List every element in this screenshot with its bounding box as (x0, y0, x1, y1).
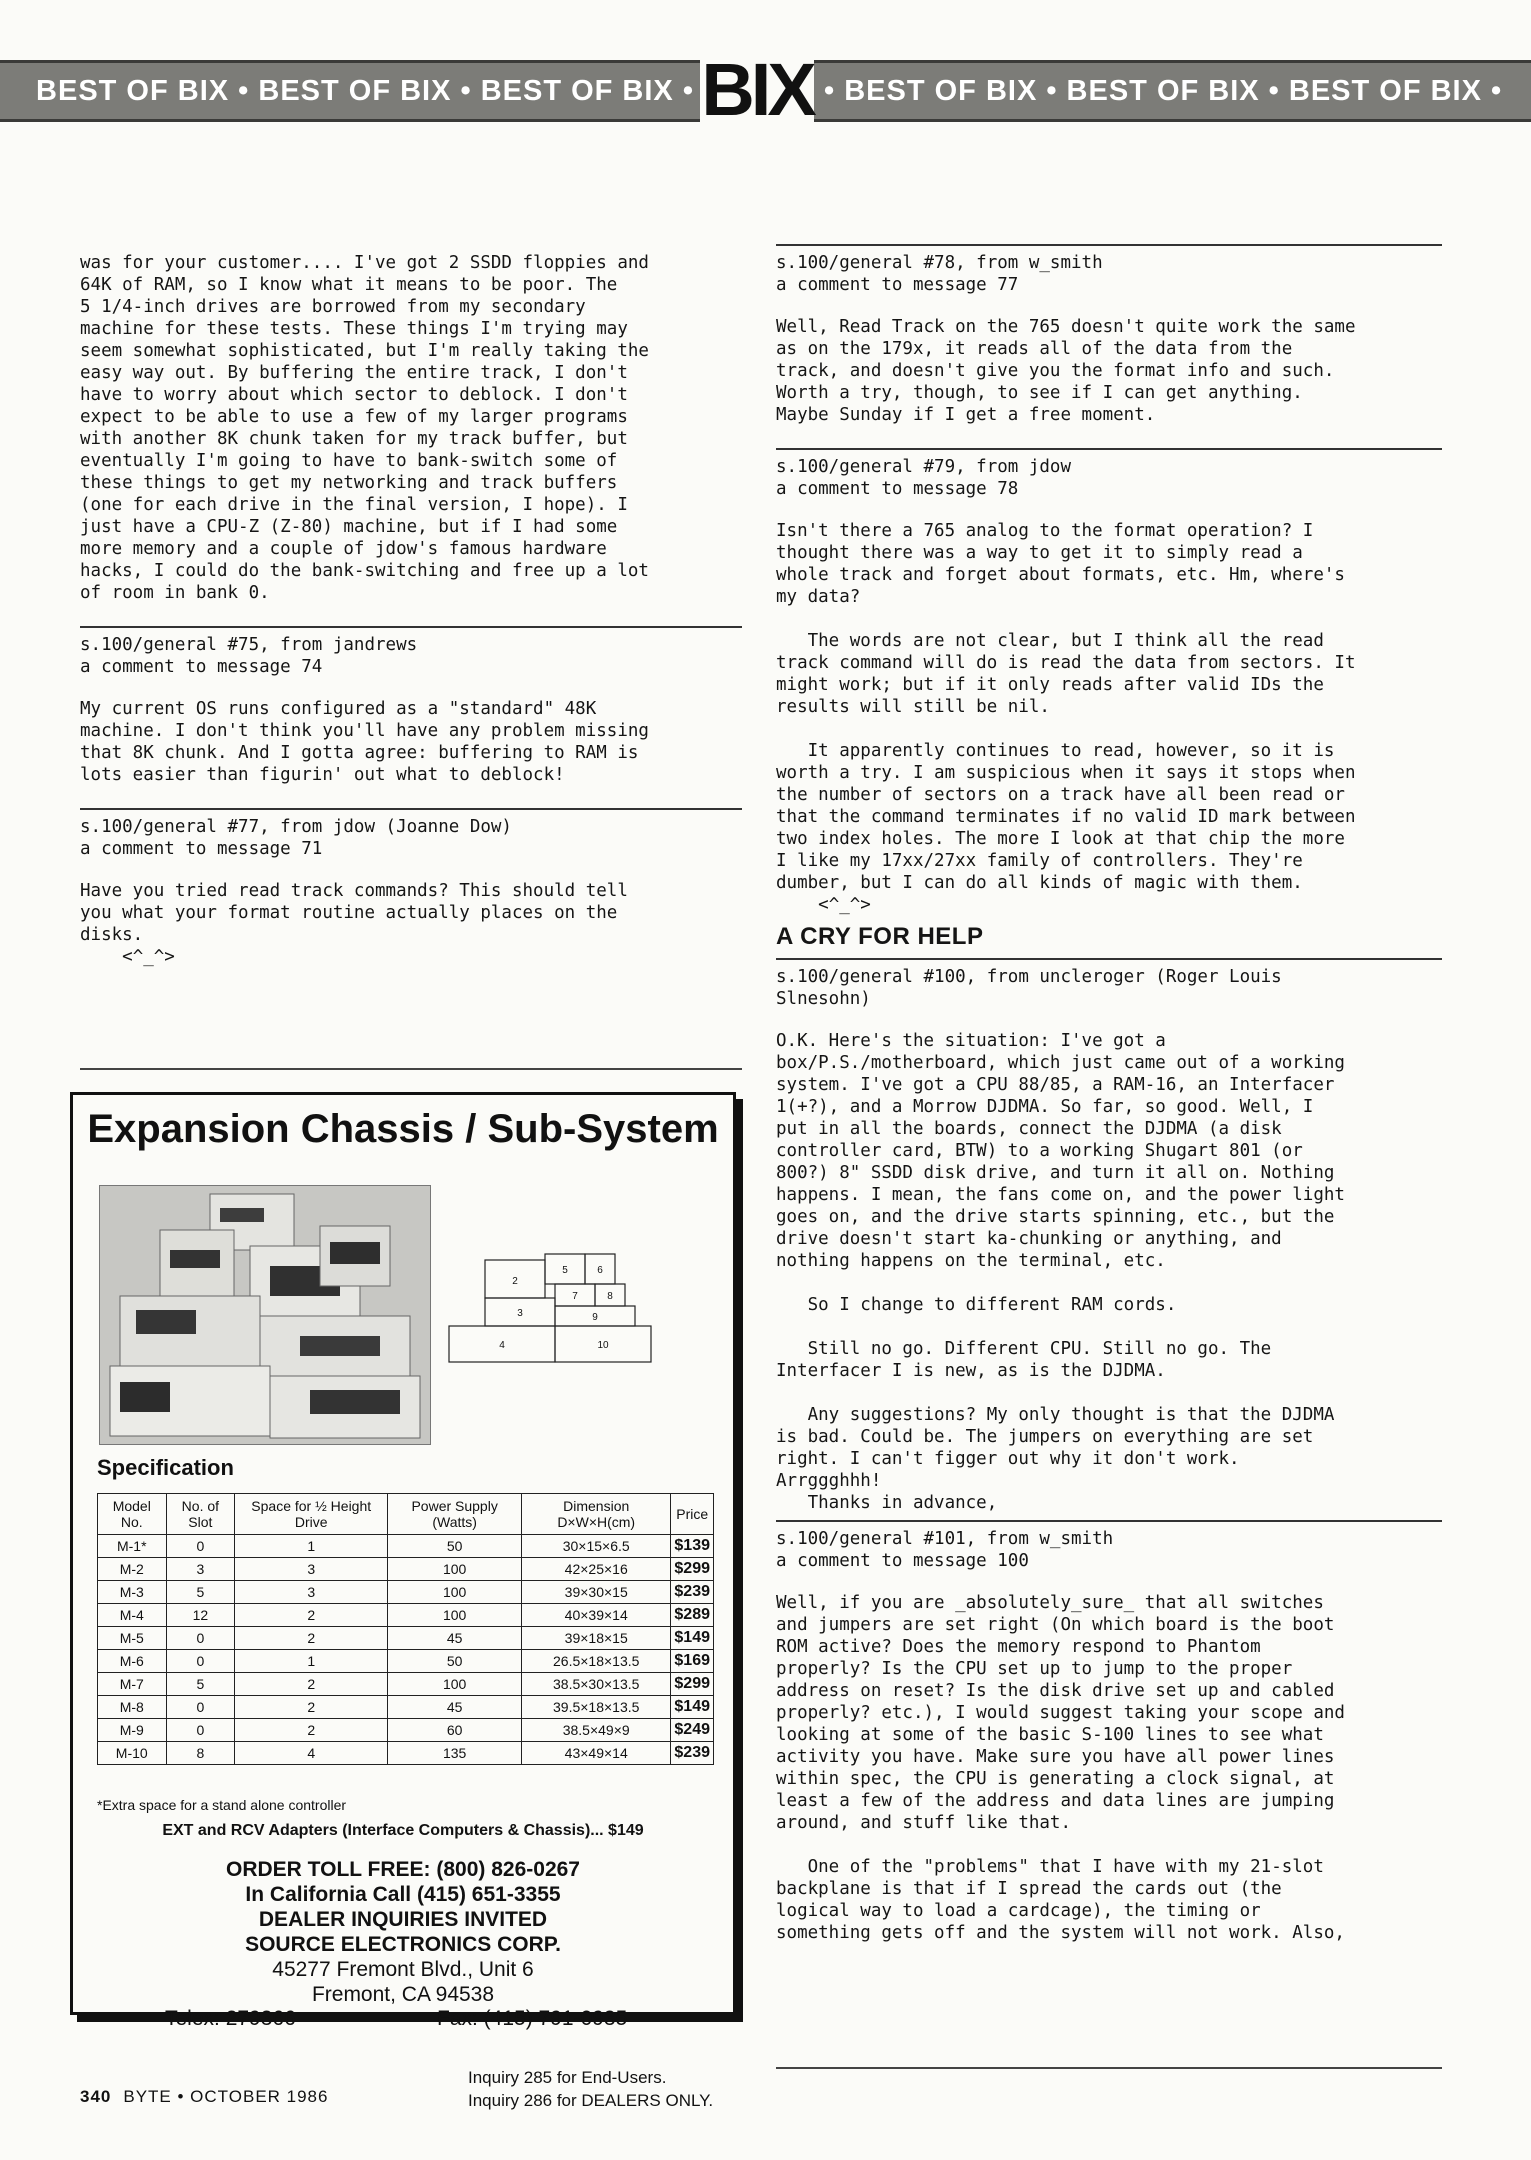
spec-cell: 39×30×15 (522, 1581, 671, 1604)
spec-cell: M-8 (98, 1696, 167, 1719)
expansion-chassis-ad (70, 1092, 736, 2030)
spec-row (98, 1742, 714, 1765)
bix-logo: BIX (701, 48, 813, 131)
spec-row (98, 1673, 714, 1696)
message-101-body-1: Well, if you are _absolutely_sure_ that all switches and jumpers are set right (On which board is the boot ROM active? Does the memory respond to Phantom properly? Is the CPU set up to jump to the proper address on reset? Is the disk drive set up and cabled properly? etc.), I would suggest taking your scope and looking at some of the basic S-100 lines to see what activity you have. Make sure you have all power lines within spec, the CPU is generating a clock signal, at least a few of the address and data lines are jumping around, and stuff like that. (776, 1593, 1345, 1833)
spec-cell: 100 (388, 1581, 522, 1604)
spec-row (98, 1650, 714, 1673)
spec-cell: 43×49×14 (522, 1742, 671, 1765)
spec-cell: $149 (671, 1627, 714, 1650)
spec-cell: $299 (671, 1673, 714, 1696)
spec-footnote: *Extra space for a stand alone controller (97, 1797, 347, 1813)
spec-cell: 1 (235, 1535, 388, 1558)
message-100-body-3: Still no go. Different CPU. Still no go. The Interfacer I is new, as is the DJDMA. (776, 1339, 1272, 1381)
spec-cell: $239 (671, 1581, 714, 1604)
dealer-inquiries: DEALER INQUIRIES INVITED (258, 1908, 548, 1931)
ad-title: Expansion Chassis / Sub-System (87, 1107, 719, 1151)
spec-cell: 3 (166, 1558, 235, 1581)
spec-cell: M-10 (98, 1742, 167, 1765)
diagram-label: 6 (597, 1265, 603, 1276)
spec-cell: 5 (166, 1673, 235, 1696)
spec-cell: $299 (671, 1558, 714, 1581)
spec-cell: 8 (166, 1742, 235, 1765)
spec-cell: 38.5×49×9 (522, 1719, 671, 1742)
message-100-header: s.100/general #100, from uncleroger (Roger Louis Slnesohn) (776, 958, 1442, 1010)
col-slots: No. of Slot (166, 1494, 235, 1535)
spec-cell: 50 (388, 1650, 522, 1673)
spec-cell: 12 (166, 1604, 235, 1627)
spec-cell: 0 (166, 1627, 235, 1650)
diagram-label: 10 (597, 1340, 609, 1351)
message-78-header: s.100/general #78, from w_smith a comment to message 77 (776, 244, 1442, 296)
message-75-header: s.100/general #75, from jandrews a comment to message 74 (80, 626, 742, 678)
diagram-label: 8 (607, 1291, 613, 1302)
message-75-body: My current OS runs configured as a "standard" 48K machine. I don't think you'll have any problem missing that 8K chunk. And I gotta agree: buffering to RAM is lots easier than figurin' out what to deblock! (80, 699, 649, 785)
spec-cell: 45 (388, 1627, 522, 1650)
banner-left-text: BEST OF BIX • BEST OF BIX • BEST OF BIX • (36, 75, 694, 107)
message-101-header: s.100/general #101, from w_smith a comment to message 100 (776, 1520, 1442, 1572)
message-78-body: Well, Read Track on the 765 doesn't quite work the same as on the 179x, it reads all of the data from the track, and doesn't give you the format info and such. Worth a try, though, to see if I can get anything. Maybe Sunday if I get a free moment. (776, 317, 1356, 425)
spec-cell: 38.5×30×13.5 (522, 1673, 671, 1696)
spec-cell: 0 (166, 1650, 235, 1673)
intro-paragraph: was for your customer.... I've got 2 SSDD floppies and 64K of RAM, so I know what it means to be poor. The 5 1/4-inch drives are borrowed from my secondary machine for these tests. These things I'm trying may seem somewhat sophisticated, but I'm really taking the easy way out. By buffering the entire track, I don't have to worry about which sector to deblock. I don't expect to be able to use a few of my larger programs with another 8K chunk taken for my track buffer, but eventually I'm going to have to bank-switch some of these things to get my networking and track buffers (one for each drive in the final version, I hope). I just have a CPU-Z (Z-80) machine, but if I had some more memory and a couple of jdow's famous hardware hacks, I could do the bank-switching and free up a lot of room in bank 0. (80, 253, 649, 603)
spec-cell: $169 (671, 1650, 714, 1673)
spec-cell: M-9 (98, 1719, 167, 1742)
spec-cell: M-6 (98, 1650, 167, 1673)
address-line-2: Fremont, CA 94538 (311, 1983, 495, 2006)
spec-cell: M-2 (98, 1558, 167, 1581)
order-toll-free: ORDER TOLL FREE: (800) 826-0267 (225, 1858, 580, 1881)
message-79-header: s.100/general #79, from jdow a comment to message 78 (776, 448, 1442, 500)
company-name: SOURCE ELECTRONICS CORP. (245, 1933, 561, 1956)
page-folio (80, 2087, 328, 2107)
inquiry-block (468, 2066, 713, 2112)
diagram-label: 2 (512, 1276, 518, 1287)
spec-row (98, 1558, 714, 1581)
adapters-line: EXT and RCV Adapters (Interface Computers & Chassis)... $149 (162, 1822, 644, 1839)
spec-row (98, 1581, 714, 1604)
page-number: 340 (80, 2087, 112, 2106)
spec-cell: 3 (235, 1581, 388, 1604)
right-column-bottom-rule (776, 2067, 1442, 2069)
spec-header-row (98, 1494, 714, 1535)
spec-cell: M-4 (98, 1604, 167, 1627)
diagram-label: 5 (562, 1265, 568, 1276)
message-79-body-2: The words are not clear, but I think all the read track command will do is read the data from sectors. It might work; but if it only reads after valid IDs the results will still be nil. (776, 631, 1356, 717)
message-100-body-2: So I change to different RAM cords. (776, 1295, 1177, 1315)
spec-cell: 100 (388, 1673, 522, 1696)
spec-cell: 0 (166, 1719, 235, 1742)
spec-row (98, 1535, 714, 1558)
spec-cell: 2 (235, 1604, 388, 1627)
spec-cell: 4 (235, 1742, 388, 1765)
spec-table (97, 1493, 714, 1765)
col-dimension: Dimension D×W×H(cm) (522, 1494, 671, 1535)
col-power: Power Supply (Watts) (388, 1494, 522, 1535)
diagram-label: 3 (517, 1308, 523, 1319)
message-100-body-4: Any suggestions? My only thought is that the DJDMA is bad. Could be. The jumpers on everything are set right. I can't figger out why it don't work. Arrggghhh! Thanks in advance, (776, 1405, 1335, 1513)
spec-cell: 1 (235, 1650, 388, 1673)
fax: Fax: (415) 791-0935 (437, 2007, 628, 2030)
spec-cell: M-1* (98, 1535, 167, 1558)
spec-cell: 0 (166, 1535, 235, 1558)
spec-cell: $289 (671, 1604, 714, 1627)
spec-cell: 26.5×18×13.5 (522, 1650, 671, 1673)
chassis-photo (99, 1185, 431, 1445)
spec-cell: 3 (235, 1558, 388, 1581)
spec-cell: $239 (671, 1742, 714, 1765)
message-101-body-2: One of the "problems" that I have with my 21-slot backplane is that if I spread the cards out (the logical way to load a cardcage), the timing or something gets off and the system will not work. Also, (776, 1857, 1345, 1943)
inquiry-dealers: Inquiry 286 for DEALERS ONLY. (468, 2091, 714, 2110)
spec-row (98, 1604, 714, 1627)
spec-cell: 42×25×16 (522, 1558, 671, 1581)
spec-cell: 2 (235, 1673, 388, 1696)
diagram-label: 7 (572, 1291, 578, 1302)
message-100-body-1: O.K. Here's the situation: I've got a box/P.S./motherboard, which just came out of a working system. I've got a CPU 88/85, a RAM-16, an Interfacer 1(+?), and a Morrow DJDMA. So far, so good. Well, I put in all the boards, connect the DJDMA (a disk controller card, BTW) to a working Shugart 801 (or 800?) 8" SSDD disk drive, and turn it all on. Nothing happens. I mean, the fans come on, and the power light goes on, and the drive starts spinning, etc., but the drive doesn't start ka-chunking or anything, and nothing happens on the terminal, etc. (776, 1031, 1345, 1271)
address-line-1: 45277 Fremont Blvd., Unit 6 (272, 1958, 534, 1981)
spec-cell: 2 (235, 1696, 388, 1719)
telex: Telex: 279366 (165, 2007, 296, 2030)
left-column (80, 252, 742, 990)
spec-cell: 135 (388, 1742, 522, 1765)
left-column-divider (80, 1068, 742, 1070)
spec-cell: 100 (388, 1604, 522, 1627)
spec-cell: 39×18×15 (522, 1627, 671, 1650)
col-model: Model No. (98, 1494, 167, 1535)
order-block (73, 1857, 733, 1957)
spec-title: Specification (97, 1455, 234, 1480)
col-drive-space: Space for ½ Height Drive (235, 1494, 388, 1535)
spec-cell: 50 (388, 1535, 522, 1558)
spec-row (98, 1627, 714, 1650)
spec-cell: 30×15×6.5 (522, 1535, 671, 1558)
spec-cell: 100 (388, 1558, 522, 1581)
spec-cell: $139 (671, 1535, 714, 1558)
spec-cell: $249 (671, 1719, 714, 1742)
spec-cell: 2 (235, 1627, 388, 1650)
spec-cell: M-7 (98, 1673, 167, 1696)
message-77-header: s.100/general #77, from jdow (Joanne Dow) a comment to message 71 (80, 808, 742, 860)
magazine-issue: BYTE • OCTOBER 1986 (123, 2087, 329, 2106)
spec-cell: 39.5×18×13.5 (522, 1696, 671, 1719)
spec-cell: 0 (166, 1696, 235, 1719)
spec-row (98, 1719, 714, 1742)
chassis-diagram (445, 1240, 655, 1380)
spec-cell: 2 (235, 1719, 388, 1742)
spec-cell: 40×39×14 (522, 1604, 671, 1627)
diagram-label: 4 (499, 1340, 505, 1351)
section-title: A CRY FOR HELP (776, 923, 984, 950)
spec-cell: 5 (166, 1581, 235, 1604)
order-california: In California Call (415) 651-3355 (245, 1883, 561, 1906)
diagram-label: 9 (592, 1312, 598, 1323)
message-79-body-1: Isn't there a 765 analog to the format operation? I thought there was a way to get it to simply read a whole track and forget about formats, etc. Hm, where's my data? (776, 521, 1345, 607)
spec-cell: $149 (671, 1696, 714, 1719)
spec-cell: 60 (388, 1719, 522, 1742)
message-79-body-3: It apparently continues to read, however, so it is worth a try. I am suspicious when it says it stops when the number of sectors on a track have all been read or that the command terminates if no valid ID mark between two index holes. The more I look at that chip the more I like my 17xx/27xx family of controllers. They're dumber, but I can do all kinds of magic with them. <^_^> (776, 741, 1356, 915)
spec-cell: 45 (388, 1696, 522, 1719)
spec-cell: M-3 (98, 1581, 167, 1604)
spec-row (98, 1696, 714, 1719)
banner-right-text: • BEST OF BIX • BEST OF BIX • BEST OF BIX • (824, 75, 1503, 107)
right-column (776, 240, 1442, 1966)
col-price: Price (671, 1494, 714, 1535)
inquiry-end-users: Inquiry 285 for End-Users. (468, 2068, 667, 2087)
message-77-body: Have you tried read track commands? This should tell you what your format routine actually places on the disks. <^_^> (80, 881, 628, 967)
address-block (73, 1957, 733, 2007)
spec-cell: M-5 (98, 1627, 167, 1650)
